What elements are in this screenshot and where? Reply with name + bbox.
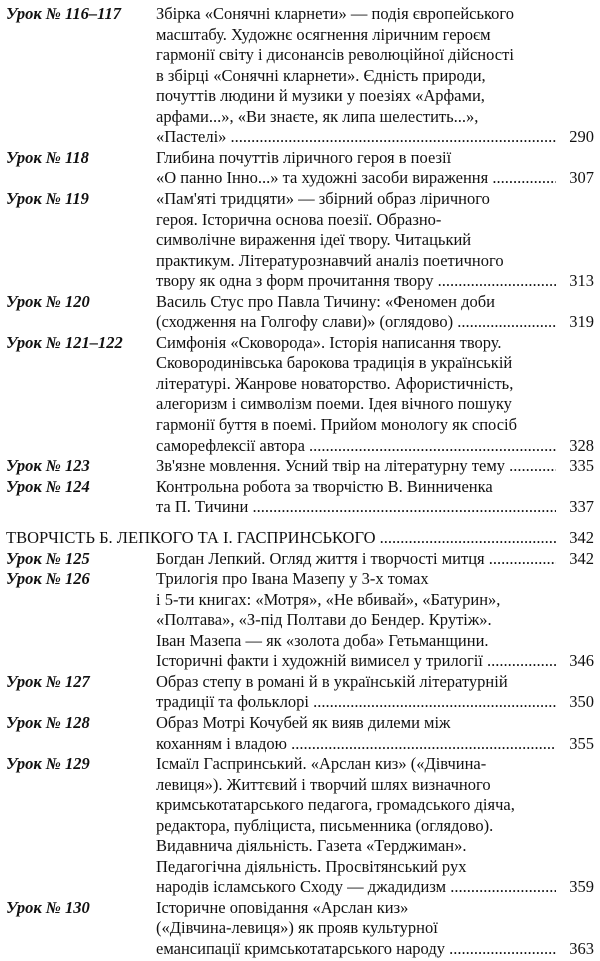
lesson-topic-line: кримськотатарського педагога, громадського діяча, (156, 795, 515, 815)
lesson-topic-line: Василь Стус про Павла Тичину: «Феномен доби (156, 291, 495, 311)
page-number: 346 (556, 649, 594, 673)
lesson-topic-line: «Пам'яті тридцяти» — збірний образ ліричного (156, 188, 490, 208)
lesson-number: Урок № 116–117 (6, 4, 121, 23)
lesson-topic-line: «Полтава», «З-під Полтави до Бендер. Крутіж». (156, 610, 492, 630)
lesson-number: Урок № 120 (6, 291, 90, 311)
lesson-number: Урок № 128 (6, 712, 90, 732)
lesson-topic-line: героя. Історична основа поезії. Образно- (156, 209, 442, 229)
page-number: 355 (556, 732, 594, 756)
lesson-topic-line: «Пастелі» ..... (156, 125, 564, 149)
lesson-topic-line: алегоризм і символізм поеми. Ідея вічного пошуку (156, 394, 512, 414)
page-number: 319 (556, 310, 594, 334)
lesson-topic-line: Симфонія «Сковорода». Історія написання твору. (156, 332, 502, 352)
section-title: ТВОРЧІСТЬ Б. ЛЕПКОГО ТА І. ГАСПРИНСЬКОГО ..... (6, 526, 564, 550)
lesson-topic-line: масштабу. Художнє осягнення ліричним героєм (156, 24, 491, 44)
page-number: 335 (556, 454, 594, 478)
page-number: 290 (556, 125, 594, 149)
lesson-topic-line: Зв'язне мовлення. Усний твір на літературну тему ..... (156, 454, 564, 478)
lesson-topic-line: Образ Мотрі Кочубей як вияв дилеми між (156, 712, 451, 732)
lesson-number: Урок № 118 (6, 147, 89, 167)
lesson-topic-line: (сходження на Голгофу слави)» (оглядово) ..... (156, 310, 564, 334)
lesson-topic-line: Богдан Лепкий. Огляд життя і творчості митця ..... (156, 547, 564, 571)
lesson-number: Урок № 127 (6, 671, 90, 691)
lesson-topic-line: Сковородинівська барокова традиція в українській (156, 353, 513, 373)
lesson-topic-line: та П. Тичини ..... (156, 495, 564, 519)
lesson-topic-line: практикум. Літературознавчий аналіз поетичного (156, 250, 504, 270)
lesson-topic-line: в збірці «Сонячні кларнети». Єдність природи, (156, 65, 486, 85)
page-number: 313 (556, 269, 594, 293)
lesson-number: Урок № 119 (6, 188, 89, 208)
page-number: 363 (556, 937, 594, 961)
lesson-topic-line: Контрольна робота за творчістю В. Винниченка (156, 476, 493, 496)
lesson-topic-line: літературі. Жанрове новаторство. Афористичність, (156, 373, 514, 393)
lesson-topic-line: («Дівчина-левиця») як прояв культурної (156, 918, 438, 938)
lesson-number: Урок № 125 (6, 548, 90, 568)
lesson-topic-line: народів ісламського Сходу — джадидизм ..... (156, 875, 564, 899)
lesson-topic-line: твору як одна з форм прочитання твору ..... (156, 269, 564, 293)
page-number: 342 (556, 526, 594, 550)
page-number: 342 (556, 547, 594, 571)
lesson-topic-line: коханням і владою ..... (156, 732, 564, 756)
lesson-topic-line: саморефлексії автора ..... (156, 434, 564, 458)
toc-line (0, 937, 600, 961)
lesson-topic-line: Педагогічна діяльність. Просвітянський рух (156, 856, 467, 876)
page-number: 307 (556, 166, 594, 190)
lesson-topic-line: редактора, публіциста, письменника (оглядово). (156, 815, 494, 835)
lesson-number: Урок № 126 (6, 569, 90, 589)
lesson-topic-line: левиця»). Життєвий і творчий шлях визначного (156, 774, 491, 794)
lesson-topic-line: емансипації кримськотатарського народу ..... (156, 937, 564, 961)
page-number: 337 (556, 495, 594, 519)
lesson-topic-line: традиції та фольклорі ..... (156, 690, 564, 714)
lesson-topic-line: Трилогія про Івана Мазепу у 3-х томах (156, 569, 429, 589)
page-number: 328 (556, 434, 594, 458)
toc-line (0, 495, 600, 519)
lesson-number: Урок № 130 (6, 897, 90, 917)
page-number: 359 (556, 875, 594, 899)
lesson-topic-line: Ісмаїл Гаспринський. «Арслан киз» («Дівчина- (156, 754, 487, 774)
lesson-topic-line: Історичне оповідання «Арслан киз» (156, 897, 409, 917)
lesson-topic-line: Образ степу в романі й в українській літературній (156, 671, 508, 691)
lesson-topic-line: арфами...», «Ви знаєте, як липа шелестить...», (156, 106, 479, 126)
lesson-topic-line: гармонії світу і дисонансів революційної дійсності (156, 45, 514, 65)
lesson-number: Урок № 121–122 (6, 332, 123, 352)
lesson-topic-line: Іван Мазепа — як «золота доба» Гетьманщини. (156, 630, 489, 650)
lesson-topic-line: гармонії буття в поемі. Прийом монологу як спосіб (156, 415, 517, 434)
lesson-topic-line: Глибина почуттів ліричного героя в поезії (156, 147, 452, 167)
lesson-topic-line: Збірка «Сонячні кларнети» — подія європейського (156, 4, 515, 23)
lesson-topic-line: почуттів людини й музики у поезіях «Арфами, (156, 86, 485, 106)
lesson-topic-line: і 5-ти книгах: «Мотря», «Не вбивай», «Батурин», (156, 589, 501, 609)
lesson-number: Урок № 129 (6, 754, 90, 774)
lesson-number: Урок № 124 (6, 476, 90, 496)
lesson-topic-line: «О панно Інно...» та художні засоби вираження ..... (156, 166, 564, 190)
lesson-number: Урок № 123 (6, 456, 90, 476)
lesson-topic-line: Видавнича діяльність. Газета «Терджиман». (156, 836, 467, 856)
lesson-topic-line: символічне вираження ідеї твору. Читацький (156, 230, 472, 250)
lesson-topic-line: Історичні факти і художній вимисел у трилогії ..... (156, 649, 564, 673)
page-number: 350 (556, 690, 594, 714)
